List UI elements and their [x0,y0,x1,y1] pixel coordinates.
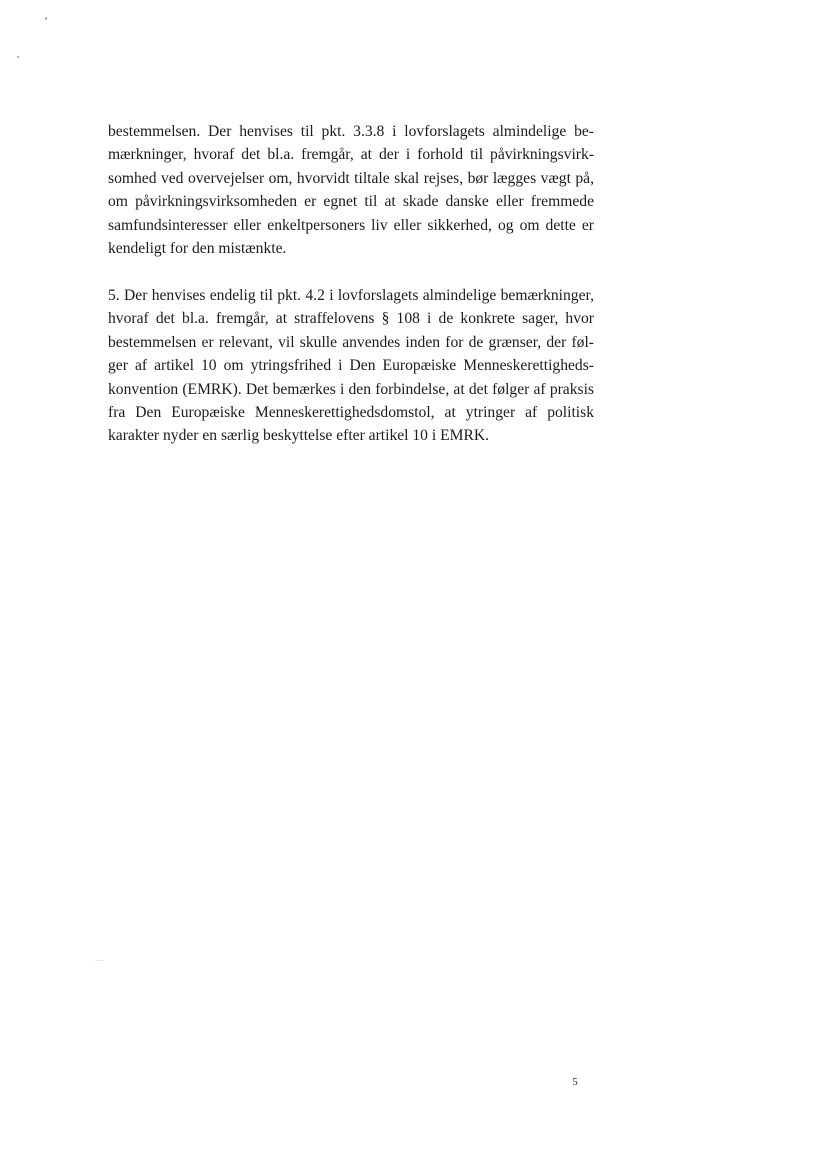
scan-speck [44,17,47,21]
scan-speck [17,56,19,58]
body-paragraph-section-5: 5. Der henvises endelig til pkt. 4.2 i lovforslagets almindelige bemærkninger, hvoraf det bl.a. fremgår, at straffelovens § 108 i de konkrete sager, hvor bestemmelsen er relevant, vil skulle anvendes inden for de grænser, der følger af artikel 10 om ytringsfrihed i Den Europæiske Menneskerettighedskonvention (EMRK). Det bemærkes i den forbindelse, at det følger af praksis fra Den Europæiske Menneskerettighedsdomstol, at ytringer af politisk karakter nyder en særlig beskyttelse efter artikel 10 i EMRK. [108,287,594,445]
body-paragraph-continuation: bestemmelsen. Der henvises til pkt. 3.3.8 i lovforslagets almindelige bemærkninger, hvoraf det bl.a. fremgår, at der i forhold til påvirkningsvirksomhed ved overvejelser om, hvorvidt tiltale skal rejses, bør lægges vægt på, om påvirkningsvirksomheden er egnet til at skade danske eller fremmede samfundsinteresser eller enkeltpersoners liv eller sikkerhed, og om dette er kendeligt for den mistænkte. [108,123,594,258]
scan-speck [95,960,103,961]
page-number: 5 [572,1076,578,1088]
